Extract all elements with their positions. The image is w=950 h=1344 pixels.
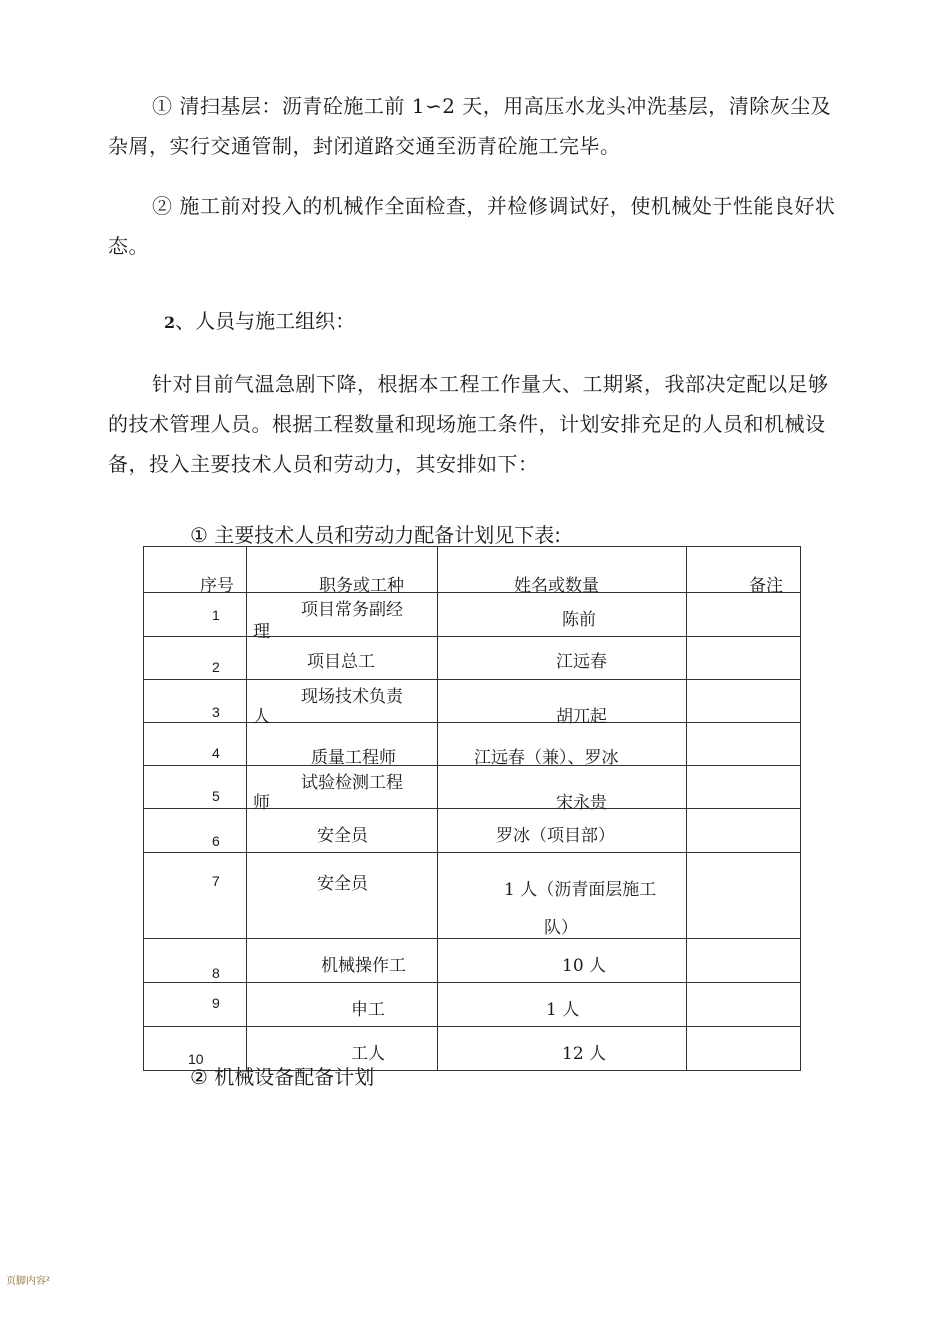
machine-plan-caption: ② 机械设备配备计划 xyxy=(190,1065,375,1089)
header-no: 序号 xyxy=(200,576,234,596)
page-footer: 页脚内容² xyxy=(6,1276,51,1287)
table-row: 1 项目常务副经 理 陈前 xyxy=(144,593,801,637)
table-row: 9 申工 1 人 xyxy=(144,983,801,1027)
table-row: 6 安全员 罗冰（项目部） xyxy=(144,809,801,853)
paragraph-staffing: 针对目前气温急剧下降，根据本工程工作量大、工期紧，我部决定配以足够的技术管理人员。根据工程数量和现场施工条件，计划安排充足的人员和机械设备，投入主要技术人员和劳动力，其安排如下： xyxy=(108,372,829,476)
table-row: 5 试验检测工程 师 宋永贵 xyxy=(144,766,801,809)
paragraph-clean-base: ① 清扫基层：沥青砼施工前 1∽2 天，用高压水龙头冲洗基层，清除灰尘及杂屑，实行交通管制，封闭道路交通至沥青砼施工完毕。 xyxy=(108,94,832,158)
header-name: 姓名或数量 xyxy=(514,576,599,596)
header-role: 职务或工种 xyxy=(319,576,404,596)
table-row: 2 项目总工 江远春 xyxy=(144,637,801,680)
table-row: 3 现场技术负责 人 胡兀起 xyxy=(144,680,801,723)
table-row: 7 安全员 1 人（沥青面层施工 队） xyxy=(144,853,801,939)
table-row: 4 质量工程师 江远春（兼）、罗冰 xyxy=(144,723,801,766)
table-header-row xyxy=(144,547,801,593)
table-row: 10 工人 12 人 xyxy=(144,1027,801,1071)
section-heading: 2、人员与施工组织： xyxy=(164,309,356,333)
table-row: 8 机械操作工 10 人 xyxy=(144,939,801,983)
header-remark: 备注 xyxy=(749,576,783,596)
staff-table xyxy=(143,546,801,1071)
table-caption: ① 主要技术人员和劳动力配备计划见下表: xyxy=(190,523,562,547)
paragraph-machine-check: ② 施工前对投入的机械作全面检查，并检修调试好，使机械处于性能良好状态。 xyxy=(108,194,836,258)
